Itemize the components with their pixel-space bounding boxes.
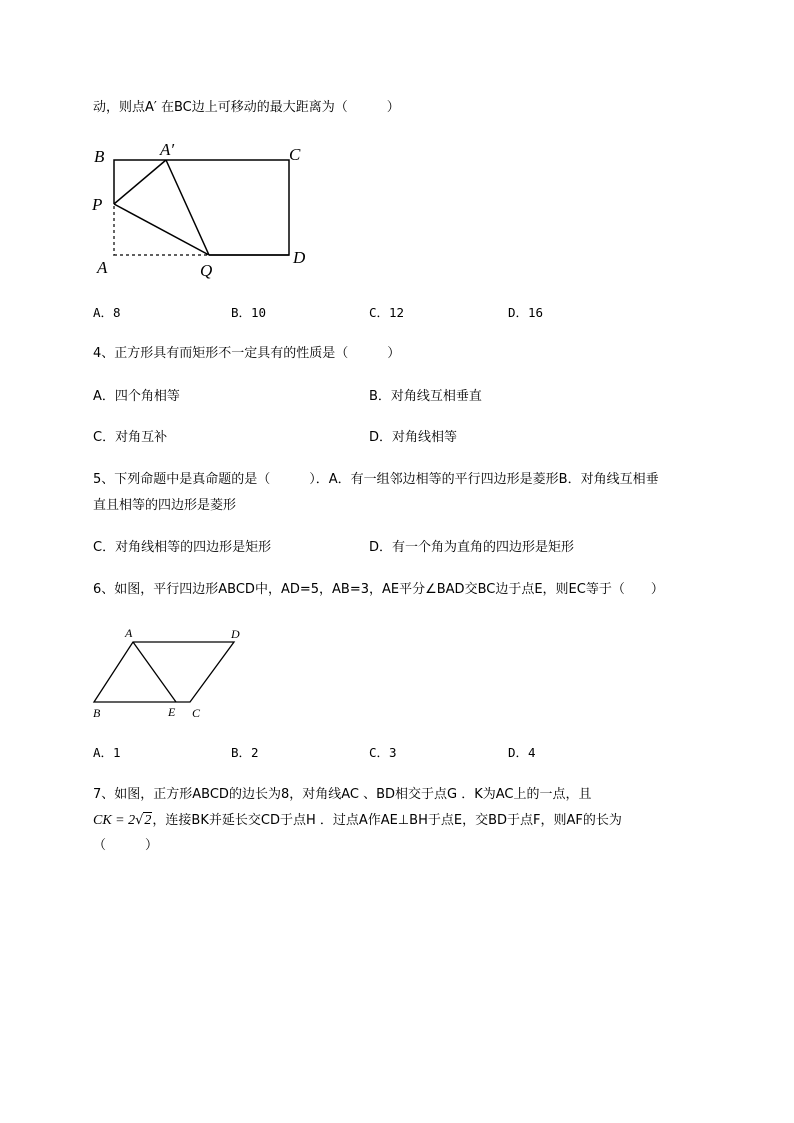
q5-stem-line2: 直且相等的四边形是菱形 xyxy=(93,498,237,513)
q4-option-c[interactable]: C．对角互补 xyxy=(93,430,168,445)
label-e: E xyxy=(168,705,176,719)
q6-option-a[interactable]: A．1 xyxy=(93,745,121,760)
parallelogram-abcd xyxy=(94,642,234,702)
segment-pq xyxy=(114,204,209,255)
q3-option-a[interactable]: A．8 xyxy=(93,305,121,320)
q7-stem-line2-text: ，连接BK并延长交CD于点H ．过点A作AE⊥BH于点E，交BD于点F，则AF的长为 xyxy=(152,813,622,828)
q7-stem-line1: 7、如图，正方形ABCD的边长为8，对角线AC 、BD相交于点G ．K为AC上的一点，且 xyxy=(93,787,592,802)
q6-option-d[interactable]: D．4 xyxy=(508,745,536,760)
q5-option-c[interactable]: C．对角线相等的四边形是矩形 xyxy=(93,540,272,555)
q6-option-b[interactable]: B．2 xyxy=(231,745,259,760)
label-c: C xyxy=(192,706,201,720)
q6-parallelogram-figure xyxy=(88,622,258,722)
segment-ae xyxy=(133,642,176,702)
q3-option-b[interactable]: B．10 xyxy=(231,305,267,320)
q3-rectangle-figure xyxy=(88,138,318,288)
q3-stem-tail: 动，则点A′ 在BC边上可移动的最大距离为（ ） xyxy=(93,100,400,115)
label-d: D xyxy=(293,248,306,267)
label-d: D xyxy=(231,627,240,641)
q3-option-d[interactable]: D．16 xyxy=(508,305,544,320)
q4-option-a[interactable]: A．四个角相等 xyxy=(93,389,180,404)
q6-stem: 6、如图，平行四边形ABCD中，AD=5，AB=3，AE平分∠BAD交BC边于点E，则EC等于（ ） xyxy=(93,582,664,597)
q7-sqrt-radicand: 2 xyxy=(144,813,152,828)
segment-a-prime-q xyxy=(166,160,209,255)
label-a: A xyxy=(125,626,133,640)
label-c: C xyxy=(289,145,301,164)
rect-bc-cd xyxy=(114,160,289,255)
q5-option-d[interactable]: D．有一个角为直角的四边形是矩形 xyxy=(369,540,575,555)
label-b: B xyxy=(94,147,105,166)
label-p: P xyxy=(92,195,103,214)
q7-stem-line2 xyxy=(93,811,622,831)
q4-option-b[interactable]: B．对角线互相垂直 xyxy=(369,389,482,404)
label-a-prime: A′ xyxy=(160,140,175,159)
label-a: A xyxy=(97,258,108,277)
sqrt-icon: √ xyxy=(135,813,144,828)
label-q: Q xyxy=(200,261,213,280)
q6-option-c[interactable]: C．3 xyxy=(369,745,397,760)
q5-stem-line1: 5、下列命题中是真命题的是（ ）．A．有一组邻边相等的平行四边形是菱形B．对角线互相垂 xyxy=(93,472,659,487)
q4-option-d[interactable]: D．对角线相等 xyxy=(369,430,458,445)
label-b: B xyxy=(93,706,101,720)
q4-stem: 4、正方形具有而矩形不一定具有的性质是（ ） xyxy=(93,346,401,361)
segment-pa-prime xyxy=(114,160,166,204)
q3-option-c[interactable]: C．12 xyxy=(369,305,405,320)
q7-ck-expression: CK = 2 xyxy=(93,813,136,828)
q7-stem-line3: （ ） xyxy=(93,838,159,853)
